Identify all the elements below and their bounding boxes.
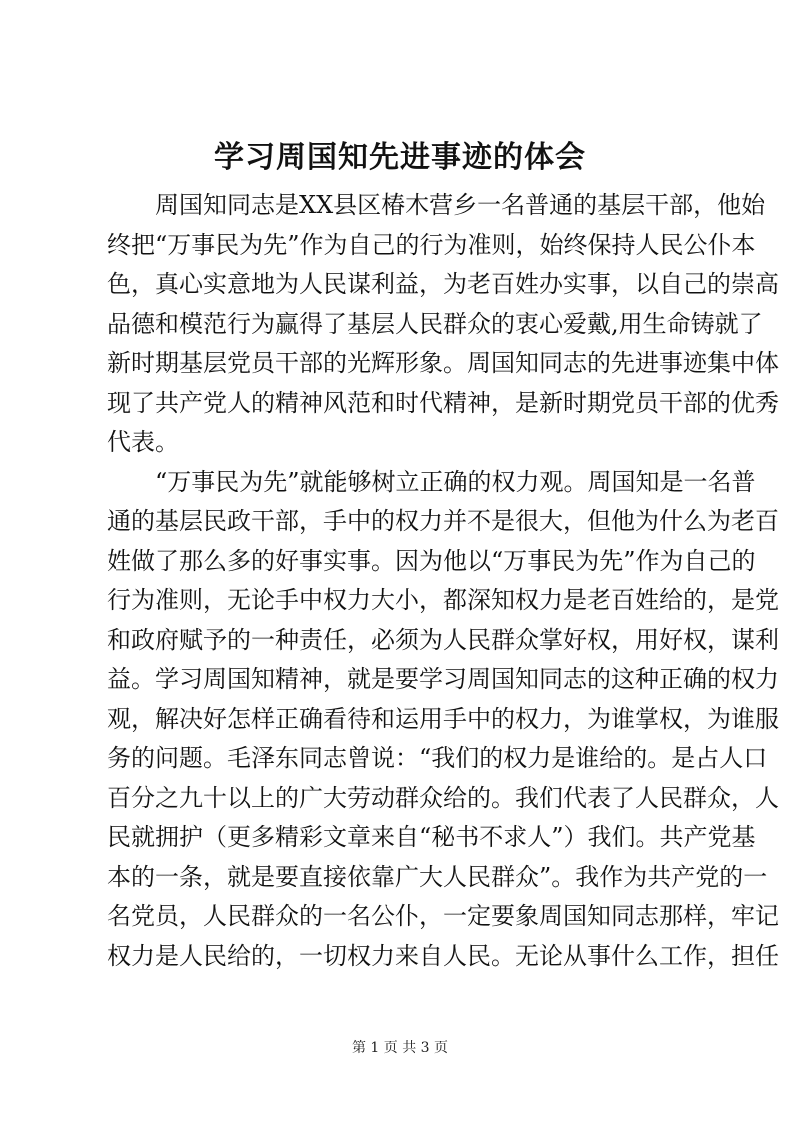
paragraph-line: 通的基层民政干部，手中的权力并不是很大，但他为什么为老百 (107, 507, 779, 535)
paragraph-2 (107, 463, 779, 977)
paragraph-line: 姓做了那么多的好事实事。因为他以“万事民为先”作为自己的 (107, 546, 756, 575)
document-body (107, 186, 779, 976)
paragraph-line: 现了共产党人的精神风范和时代精神，是新时期党员干部的优秀 (107, 388, 779, 417)
document-title: 学习周国知先进事迹的体会 (214, 140, 586, 175)
paragraph-line: 名党员，人民群众的一名公仆，一定要象周国知同志那样，牢记 (107, 902, 779, 930)
paragraph-line: 新时期基层党员干部的光辉形象。周国知同志的先进事迹集中体 (107, 349, 779, 377)
paragraph-line: 务的问题。毛泽东同志曾说：“我们的权力是谁给的。是占人口 (107, 744, 768, 772)
paragraph-line: 周国知同志是XX县区椿木营乡一名普通的基层干部，他始 (155, 191, 766, 219)
paragraph-line: 民就拥护（更多精彩文章来自“秘书不求人”）我们。共产党基 (107, 823, 756, 851)
page-number-footer: 第 1 页 共 3 页 (351, 1040, 449, 1056)
paragraph-line: 和政府赋予的一种责任，必须为人民群众掌好权，用好权，谋利 (107, 625, 779, 654)
paragraph-line: 益。学习周国知精神，就是要学习周国知同志的这种正确的权力 (107, 665, 779, 693)
paragraph-line: 本的一条，就是要直接依靠广大人民群众”。我作为共产党的一 (107, 862, 768, 891)
paragraph-line: 行为准则，无论手中权力大小，都深知权力是老百姓给的，是党 (107, 586, 779, 614)
paragraph-line: 代表。 (107, 428, 179, 456)
paragraph-1 (107, 186, 779, 463)
paragraph-line: 百分之九十以上的广大劳动群众给的。我们代表了人民群众，人 (107, 783, 779, 812)
paragraph-line: 权力是人民给的，一切权力来自人民。无论从事什么工作，担任 (107, 941, 779, 970)
paragraph-line: 观，解决好怎样正确看待和运用手中的权力，为谁掌权，为谁服 (107, 704, 779, 733)
paragraph-line: 终把“万事民为先”作为自己的行为准则，始终保持人民公仆本 (107, 230, 756, 259)
paragraph-line: 色，真心实意地为人民谋利益，为老百姓办实事，以自己的崇高 (107, 270, 779, 298)
paragraph-line: 品德和模范行为赢得了基层人民群众的衷心爱戴,用生命铸就了 (107, 309, 763, 338)
paragraph-line: “万事民为先”就能够树立正确的权力观。周国知是一名普 (155, 467, 756, 496)
